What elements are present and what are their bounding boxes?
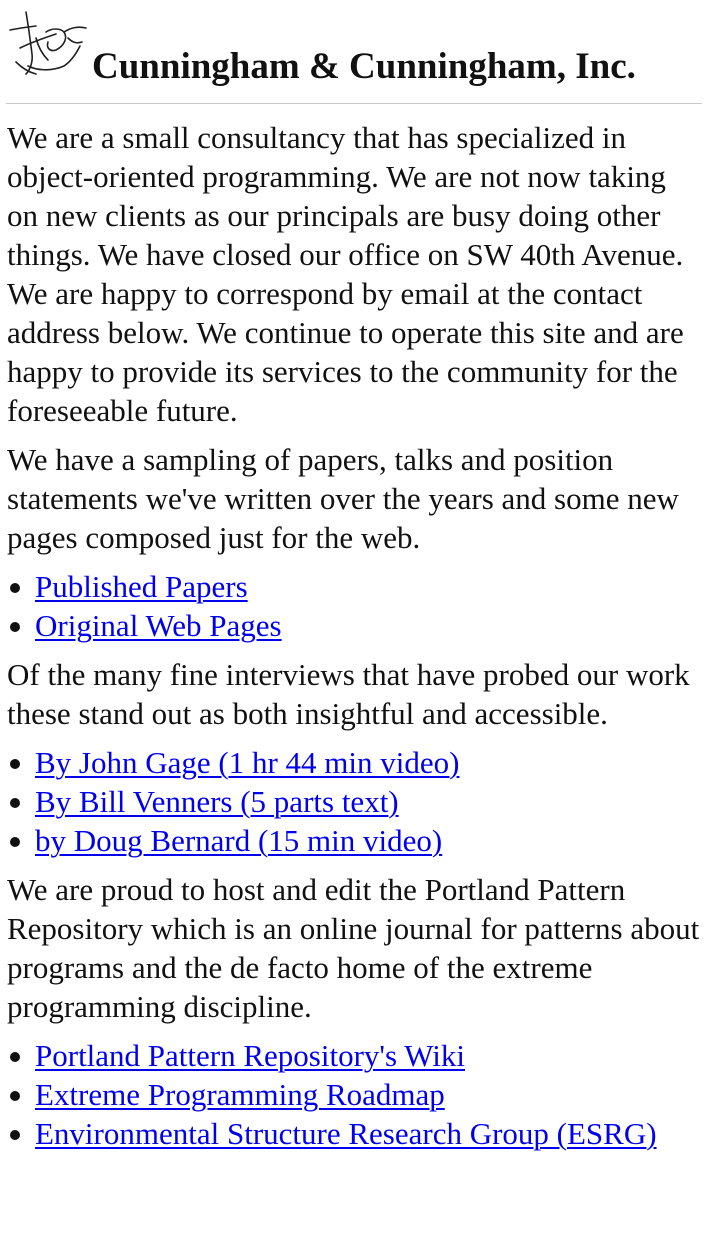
list-item [7,1075,703,1114]
interviews-link-list [7,743,703,860]
list-item [7,1114,703,1153]
list-item [7,567,703,606]
bullet-icon [10,583,20,593]
header-divider [6,103,702,104]
papers-link-list [7,567,703,645]
intro-paragraph: We are a small consultancy that has specialized in object-oriented programming. We are not now taking on new clients as our principals are busy doing other things. We have closed our office on SW 40th Avenue. We are happy to correspond by email at the contact address below. We continue to operate this site and are happy to provide its services to the community for the foreseeable future. [7,120,684,428]
page-header [0,0,708,104]
bullet-icon [10,1130,20,1140]
interviews-paragraph: Of the many fine interviews that have probed our work these stand out as both insightful and accessible. [7,657,690,731]
list-item [7,743,703,782]
bill-venners-interview-link[interactable]: By Bill Venners (5 parts text) [35,784,399,819]
pattern-repository-wiki-link[interactable]: Portland Pattern Repository's Wiki [35,1038,465,1073]
bullet-icon [10,1052,20,1062]
list-item [7,821,703,860]
list-item [7,1036,703,1075]
bullet-icon [10,1091,20,1101]
list-item [7,606,703,645]
extreme-programming-roadmap-link[interactable]: Extreme Programming Roadmap [35,1077,445,1112]
doug-bernard-interview-link[interactable]: by Doug Bernard (15 min video) [35,823,443,858]
bullet-icon [10,798,20,808]
list-item [7,782,703,821]
john-gage-interview-link[interactable]: By John Gage (1 hr 44 min video) [35,745,460,780]
repository-link-list [7,1036,703,1153]
bullet-icon [10,622,20,632]
papers-intro-paragraph: We have a sampling of papers, talks and position statements we've written over the years and some new pages composed just for the web. [7,442,679,555]
hand-drawn-logo-icon [6,8,90,80]
published-papers-link[interactable]: Published Papers [35,569,248,604]
original-web-pages-link[interactable]: Original Web Pages [35,608,282,643]
bullet-icon [10,837,20,847]
page-title: Cunningham & Cunningham, Inc. [92,46,636,87]
esrg-link[interactable]: Environmental Structure Research Group (ESRG) [35,1116,657,1151]
bullet-icon [10,759,20,769]
main-content [7,118,703,1163]
repository-paragraph: We are proud to host and edit the Portland Pattern Repository which is an online journal for patterns about programs and the de facto home of the extreme programming discipline. [7,872,700,1024]
